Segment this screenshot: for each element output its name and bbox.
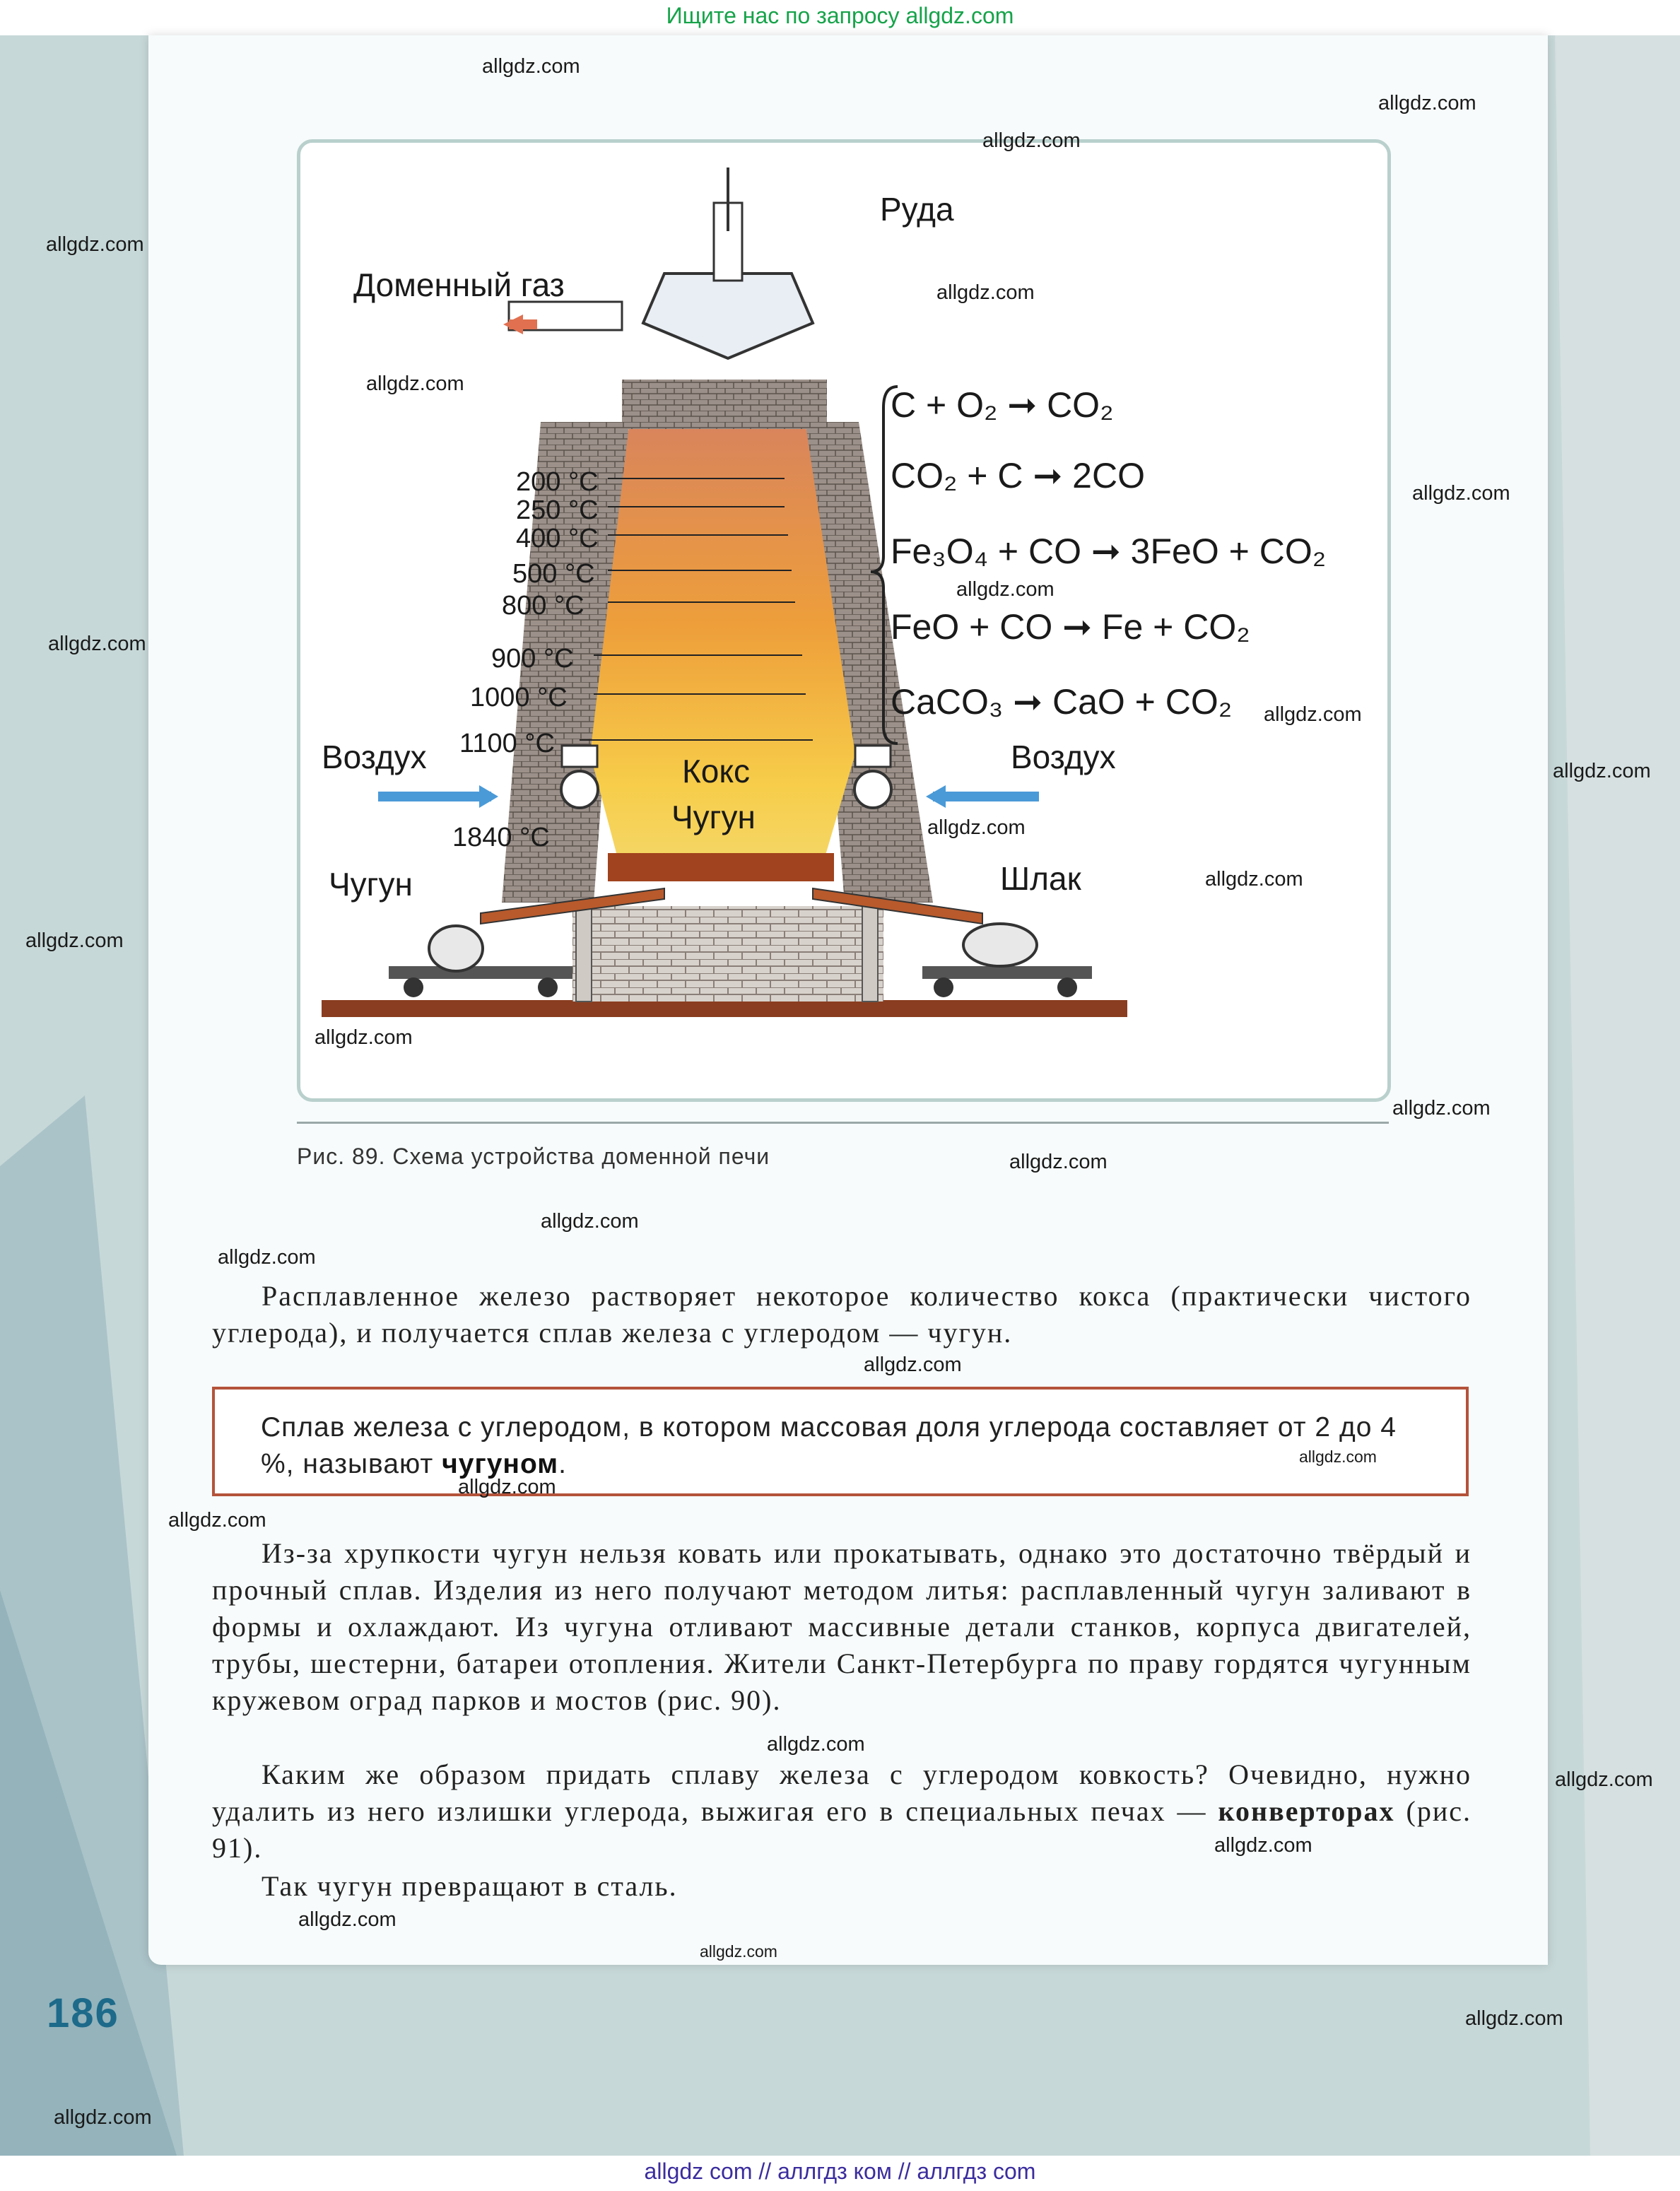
- watermark: allgdz.com: [1465, 2007, 1563, 2030]
- label-hearth-temp: 1840 °C: [452, 823, 550, 852]
- watermark: allgdz.com: [927, 816, 1026, 839]
- watermark: allgdz.com: [700, 1942, 777, 1961]
- paragraph-text: Из-за хрупкости чугун нельзя ковать или прокатывать, однако это достаточно твёрдый и прочный сплав. Изделия из него получают методом литья: расплавленный чугун заливают в формы и охлаждают. Из чугуна отливают массивные детали станков, корпуса двигателей, трубы, шестерни, батареи отопления. Жители Санкт-Петербурга по праву гордятся чугунным кружевом оград парков и мостов (рис. 90).: [212, 1537, 1472, 1716]
- temp-label: 400 °C: [516, 524, 599, 553]
- temp-label: 900 °C: [491, 644, 574, 674]
- paragraph: Каким же образом придать сплаву железа с углеродом ковкость? Очевидно, нужно удалить из него излишки углерода, выжигая его в специальных печах — конверторах (рис. 91).: [212, 1758, 1472, 1864]
- label-blast-gas: Доменный газ: [353, 266, 565, 303]
- watermark: allgdz.com: [767, 1733, 865, 1756]
- watermark: allgdz.com: [864, 1353, 962, 1376]
- watermark: allgdz.com: [25, 929, 124, 952]
- reaction: C + O₂ ➞ CO₂: [891, 385, 1114, 425]
- paragraph-text: Так чугун превращают в сталь.: [262, 1870, 678, 1902]
- watermark: allgdz.com: [315, 1026, 413, 1049]
- watermark: allgdz.com: [298, 1908, 396, 1931]
- paragraph: [212, 1278, 1472, 1351]
- iron-ladle-car: [389, 926, 572, 997]
- watermark: allgdz.com: [956, 578, 1055, 601]
- slag-ladle-car: [922, 924, 1092, 997]
- ore-hopper: [643, 274, 813, 358]
- watermark: allgdz.com: [48, 633, 146, 655]
- paragraph-text: Расплавленное железо растворяет некоторое количество кокса (практически чистого углерода), и получается сплав железа с углеродом — чугун.: [212, 1280, 1472, 1349]
- temp-label: 800 °C: [502, 591, 585, 621]
- furnace-base: [572, 906, 883, 1001]
- watermark: allgdz.com: [218, 1246, 316, 1269]
- footer-links[interactable]: allgdz com // аллгдз ком // аллгдз com: [644, 2158, 1036, 2184]
- watermark: allgdz.com: [482, 55, 580, 78]
- watermark: allgdz.com: [458, 1476, 556, 1498]
- paragraph: [212, 1868, 1472, 1905]
- temp-label: 200 °C: [516, 467, 599, 497]
- page-number: 186: [47, 1990, 119, 2036]
- temp-label: 1100 °C: [459, 729, 555, 758]
- watermark: allgdz.com: [1555, 1768, 1653, 1791]
- caption-rule: [297, 1122, 1389, 1124]
- watermark: allgdz.com: [1553, 760, 1651, 782]
- paragraph: [212, 1535, 1472, 1719]
- watermark: allgdz.com: [936, 281, 1035, 304]
- watermark: allgdz.com: [54, 2106, 152, 2129]
- label-air-left: Воздух: [322, 739, 427, 775]
- definition-text: Сплав железа с углеродом, в котором массовая доля углерода составляет от 2 до 4 %, называют чугуном.: [261, 1412, 1397, 1479]
- watermark: allgdz.com: [1214, 1834, 1312, 1857]
- watermark: allgdz.com: [46, 233, 144, 256]
- watermark: allgdz.com: [982, 129, 1081, 152]
- watermark: allgdz.com: [1412, 482, 1510, 505]
- label-coke: Кокс: [682, 753, 751, 789]
- label-ore: Руда: [880, 191, 954, 228]
- reaction: CO₂ + C ➞ 2CO: [891, 456, 1145, 495]
- watermark: allgdz.com: [1378, 92, 1476, 114]
- figure-caption: Рис. 89. Схема устройства доменной печи: [297, 1144, 770, 1169]
- watermark: allgdz.com: [541, 1210, 639, 1233]
- watermark: allgdz.com: [1009, 1151, 1108, 1173]
- watermark: allgdz.com: [1264, 703, 1362, 726]
- label-cast-iron-out: Чугун: [329, 866, 413, 903]
- watermark: allgdz.com: [168, 1509, 266, 1532]
- label-cast-iron-inside: Чугун: [671, 799, 756, 835]
- watermark: allgdz.com: [366, 372, 464, 395]
- label-slag: Шлак: [1000, 860, 1081, 897]
- temp-label: 500 °C: [512, 559, 595, 589]
- reaction: CaCO₃ ➞ CaO + CO₂: [891, 682, 1233, 722]
- temp-label: 1000 °C: [470, 683, 568, 712]
- blast-furnace-figure: [297, 139, 1389, 1100]
- watermark: allgdz.com: [1392, 1097, 1491, 1120]
- definition-term: чугуном: [442, 1449, 559, 1479]
- watermark: allgdz.com: [1205, 868, 1303, 891]
- term-converters: конверторах: [1218, 1795, 1395, 1827]
- reaction: FeO + CO ➞ Fe + CO₂: [891, 607, 1250, 647]
- ground: [322, 1000, 1127, 1017]
- definition-box: [212, 1387, 1469, 1496]
- watermark: allgdz.com: [1299, 1447, 1377, 1466]
- top-search-link[interactable]: Ищите нас по запросу allgdz.com: [666, 3, 1014, 28]
- reaction: Fe₃O₄ + CO ➞ 3FeO + CO₂: [891, 531, 1327, 571]
- temp-label: 250 °C: [516, 495, 599, 525]
- label-air-right: Воздух: [1011, 739, 1116, 775]
